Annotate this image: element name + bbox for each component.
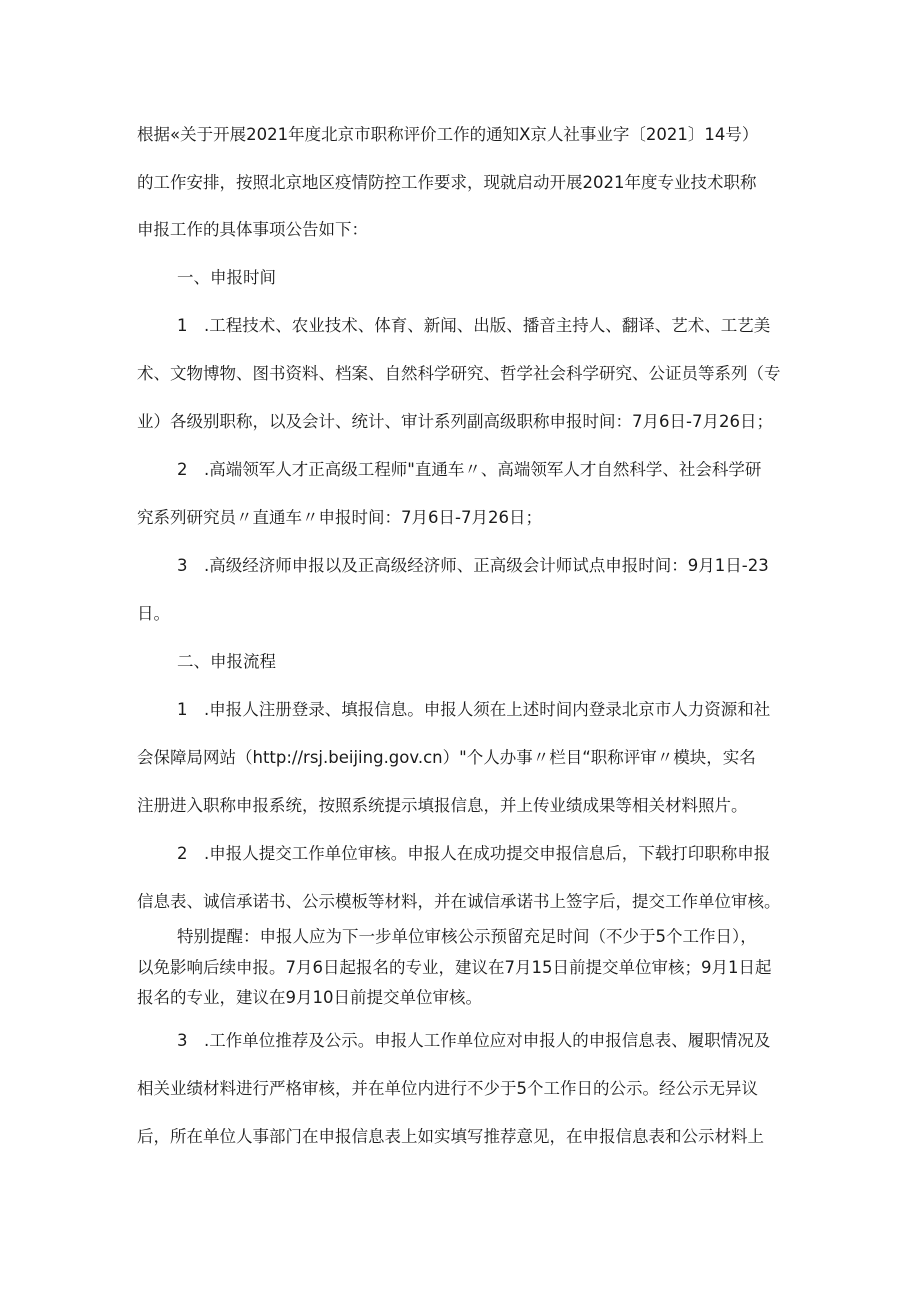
intro-line-3: 申报工作的具体事项公告如下： bbox=[137, 220, 368, 239]
intro-line-1: 根据«关于开展2021年度北京市职称评价工作的通知X京人社事业字〔2021〕14号） bbox=[137, 125, 759, 144]
section2-item1-line-1: 1 .申报人注册登录、填报信息。申报人须在上述时间内登录北京市人力资源和社 bbox=[177, 700, 771, 719]
reminder-line-1: 特别提醒：申报人应为下一步单位审核公示预留充足时间（不少于5个工作日）， bbox=[177, 927, 757, 946]
section1-item1-line-3: 业）各级别职称，以及会计、统计、审计系列副高级职称申报时间：7月6日-7月26日； bbox=[137, 412, 773, 431]
section1-item3-line-2: 日。 bbox=[137, 604, 170, 623]
section2-heading: 二、申报流程 bbox=[177, 652, 276, 671]
section1-heading: 一、申报时间 bbox=[177, 268, 276, 287]
section1-item1-line-1: 1 .工程技术、农业技术、体育、新闻、出版、播音主持人、翻译、艺术、工艺美 bbox=[177, 316, 771, 335]
reminder-line-2: 以免影响后续申报。7月6日起报名的专业，建议在7月15日前提交单位审核；9月1日起 bbox=[137, 958, 772, 977]
section1-item3-line-1: 3 .高级经济师申报以及正高级经济师、正高级会计师试点申报时间：9月1日-23 bbox=[177, 556, 769, 575]
intro-line-2: 的工作安排，按照北京地区疫情防控工作要求，现就启动开展2021年度专业技术职称 bbox=[137, 173, 757, 192]
section2-item1-line-2: 会保障局网站（http://rsj.beijing.gov.cn）"个人办事〃栏目“职称评审〃模块，实名 bbox=[137, 748, 756, 767]
reminder-line-3: 报名的专业，建议在9月10日前提交单位审核。 bbox=[137, 988, 482, 1007]
section2-item3-line-1: 3 .工作单位推荐及公示。申报人工作单位应对申报人的申报信息表、履职情况及 bbox=[177, 1031, 771, 1050]
section1-item1-line-2: 术、文物博物、图书资料、档案、自然科学研究、哲学社会科学研究、公证员等系列（专 bbox=[137, 364, 781, 383]
section1-item2-line-1: 2 .高端领军人才正高级工程师"直通车〃、高端领军人才自然科学、社会科学研 bbox=[177, 460, 762, 479]
section2-item3-line-2: 相关业绩材料进行严格审核，并在单位内进行不少于5个工作日的公示。经公示无异议 bbox=[137, 1079, 758, 1098]
section2-item2-line-2: 信息表、诚信承诺书、公示模板等材料，并在诚信承诺书上签字后，提交工作单位审核。 bbox=[137, 892, 781, 911]
section2-item2-line-1: 2 .申报人提交工作单位审核。申报人在成功提交申报信息后，下载打印职称申报 bbox=[177, 844, 771, 863]
section2-item3-line-3: 后，所在单位人事部门在申报信息表上如实填写推荐意见，在申报信息表和公示材料上 bbox=[137, 1127, 764, 1146]
section2-item1-line-3: 注册进入职称申报系统，按照系统提示填报信息，并上传业绩成果等相关材料照片。 bbox=[137, 796, 748, 815]
section1-item2-line-2: 究系列研究员〃直通车〃申报时间：7月6日-7月26日； bbox=[137, 508, 542, 527]
